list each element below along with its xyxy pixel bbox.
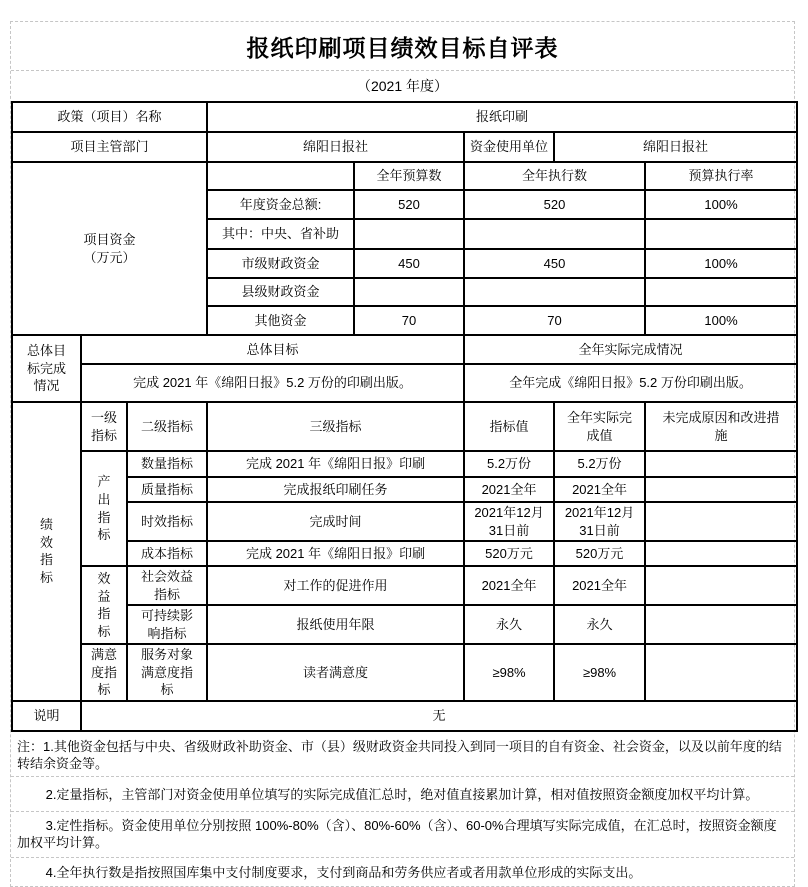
funding-executed: 70 <box>464 306 645 335</box>
funding-executed: 520 <box>464 190 645 219</box>
funding-label: 其他资金 <box>207 306 354 335</box>
dept-value: 绵阳日报社 <box>207 132 464 162</box>
target-cell: 2021全年 <box>464 477 554 502</box>
table-row <box>12 566 797 605</box>
table-row <box>12 644 797 701</box>
funding-executed <box>464 219 645 249</box>
table-row <box>12 605 797 644</box>
overall-col-goal: 总体目标 <box>81 335 464 364</box>
remark-value: 无 <box>81 701 797 731</box>
funding-budget: 520 <box>354 190 464 219</box>
col-reason: 未完成原因和改进措施 <box>645 402 797 451</box>
actual-cell: 5.2万份 <box>554 451 645 477</box>
funding-row-label: 项目资金（万元） <box>12 162 207 335</box>
reason-cell <box>645 566 797 605</box>
level2-cell: 质量指标 <box>127 477 207 502</box>
funding-col-budget: 全年预算数 <box>354 162 464 190</box>
col-level2: 二级指标 <box>127 402 207 451</box>
indicators-row-label: 绩效指标 <box>12 402 81 701</box>
note-item: 注：1.其他资金包括与中央、省级财政补助资金、市（县）级财政资金共同投入到同一项目的自有资金、社会资金，以及以前年度的结转结余资金等。 <box>17 738 782 771</box>
funding-col-blank <box>207 162 354 190</box>
table-row <box>12 502 797 541</box>
main-table <box>11 101 798 732</box>
col-target: 指标值 <box>464 402 554 451</box>
reason-cell <box>645 477 797 502</box>
funding-col-rate: 预算执行率 <box>645 162 797 190</box>
target-cell: 2021年12月31日前 <box>464 502 554 541</box>
note-item: 2.定量指标，主管部门对资金使用单位填写的实际完成值汇总时，绝对值直接累加计算，相对值按照资金额度加权平均计算。 <box>11 776 794 811</box>
level1-benefit: 效益指标 <box>81 566 127 644</box>
target-cell: 2021全年 <box>464 566 554 605</box>
reason-cell <box>645 451 797 477</box>
overall-col-actual: 全年实际完成情况 <box>464 335 797 364</box>
level3-cell: 读者满意度 <box>207 644 464 701</box>
funding-col-executed: 全年执行数 <box>464 162 645 190</box>
report-sheet <box>10 21 795 887</box>
actual-cell: 2021全年 <box>554 566 645 605</box>
reason-cell <box>645 644 797 701</box>
level3-cell: 完成 2021 年《绵阳日报》印刷 <box>207 541 464 566</box>
fund-user-label: 资金使用单位 <box>464 132 554 162</box>
level2-cell: 时效指标 <box>127 502 207 541</box>
reason-cell <box>645 605 797 644</box>
funding-rate: 100% <box>645 306 797 335</box>
funding-executed: 450 <box>464 249 645 278</box>
note-item: 4.全年执行数是指按照国库集中支付制度要求，支付到商品和劳务供应者或者用款单位形成的实际支出。 <box>11 857 794 886</box>
level2-cell: 数量指标 <box>127 451 207 477</box>
actual-cell: 永久 <box>554 605 645 644</box>
level3-cell: 完成 2021 年《绵阳日报》印刷 <box>207 451 464 477</box>
target-cell: 520万元 <box>464 541 554 566</box>
funding-label: 市级财政资金 <box>207 249 354 278</box>
level3-cell: 完成报纸印刷任务 <box>207 477 464 502</box>
title-row <box>11 22 794 71</box>
table-row <box>12 541 797 566</box>
fund-user-value: 绵阳日报社 <box>554 132 797 162</box>
funding-rate <box>645 219 797 249</box>
funding-label: 县级财政资金 <box>207 278 354 306</box>
dept-label: 项目主管部门 <box>12 132 207 162</box>
target-cell: ≥98% <box>464 644 554 701</box>
overall-goal-value: 完成 2021 年《绵阳日报》5.2 万份的印刷出版。 <box>81 364 464 402</box>
funding-rate: 100% <box>645 249 797 278</box>
remark-label: 说明 <box>12 701 81 731</box>
funding-budget: 70 <box>354 306 464 335</box>
actual-cell: 2021全年 <box>554 477 645 502</box>
policy-name-label: 政策（项目）名称 <box>12 102 207 132</box>
overall-actual-value: 全年完成《绵阳日报》5.2 万份印刷出版。 <box>464 364 797 402</box>
level1-output: 产出指标 <box>81 451 127 566</box>
level3-cell: 报纸使用年限 <box>207 605 464 644</box>
funding-budget <box>354 219 464 249</box>
funding-budget: 450 <box>354 249 464 278</box>
actual-cell: 2021年12月31日前 <box>554 502 645 541</box>
level1-satisfaction: 满意度指标 <box>81 644 127 701</box>
funding-label: 年度资金总额: <box>207 190 354 219</box>
funding-label: 其中：中央、省补助 <box>207 219 354 249</box>
reason-cell <box>645 541 797 566</box>
table-row <box>12 451 797 477</box>
overall-row-label: 总体目标完成情况 <box>12 335 81 402</box>
col-level3: 三级指标 <box>207 402 464 451</box>
target-cell: 5.2万份 <box>464 451 554 477</box>
page-subtitle: （2021 年度） <box>356 78 449 94</box>
note-item: 3.定性指标。资金使用单位分别按照 100%-80%（含）、80%-60%（含）、60-0%合理填写实际完成值，在汇总时，按照资金额度加权平均计算。 <box>11 811 794 857</box>
col-level1: 一级指标 <box>81 402 127 451</box>
level2-cell: 可持续影响指标 <box>127 605 207 644</box>
page-title: 报纸印刷项目绩效目标自评表 <box>246 34 559 61</box>
target-cell: 永久 <box>464 605 554 644</box>
level2-cell: 社会效益指标 <box>127 566 207 605</box>
table-row <box>12 477 797 502</box>
footnotes <box>11 732 794 886</box>
actual-cell: 520万元 <box>554 541 645 566</box>
level3-cell: 完成时间 <box>207 502 464 541</box>
funding-budget <box>354 278 464 306</box>
policy-name-value: 报纸印刷 <box>207 102 797 132</box>
level3-cell: 对工作的促进作用 <box>207 566 464 605</box>
col-actual: 全年实际完成值 <box>554 402 645 451</box>
reason-cell <box>645 502 797 541</box>
level2-cell: 成本指标 <box>127 541 207 566</box>
level2-cell: 服务对象满意度指标 <box>127 644 207 701</box>
funding-executed <box>464 278 645 306</box>
funding-rate <box>645 278 797 306</box>
actual-cell: ≥98% <box>554 644 645 701</box>
funding-rate: 100% <box>645 190 797 219</box>
